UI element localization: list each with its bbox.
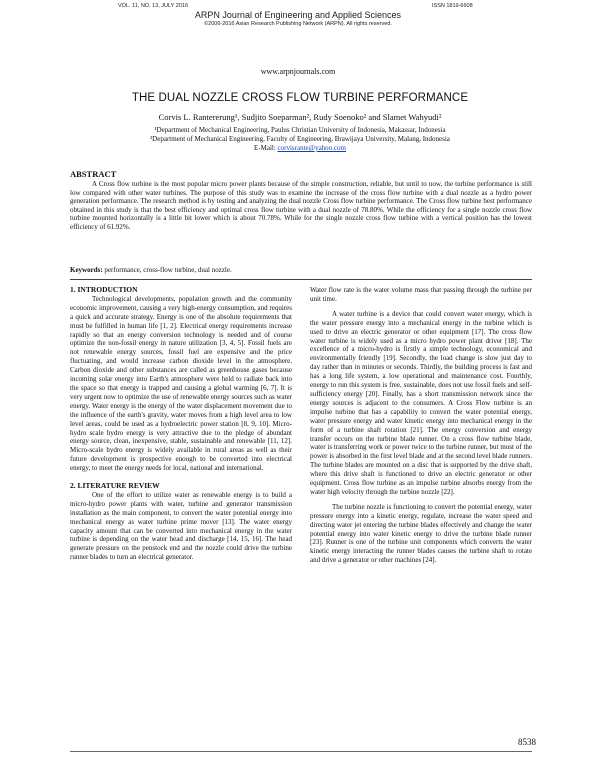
volume-info: VOL. 11, NO. 13, JULY 2016: [118, 3, 189, 9]
affiliation-2: ²Department of Mechanical Engineering, Faculty of Engineering, Brawijaya University, Malang, Indonesia: [150, 135, 450, 143]
email-line: [60, 144, 540, 152]
copyright: ©2006-2016 Asian Research Publishing Network (ARPN). All rights reserved.: [204, 21, 392, 27]
right-paragraph-2: A water turbine is a device that could convert water energy, which is the water pressure energy into a mechanical energy in the turbine which is used to drive an electric generator or other equipment [17]. The cross flow water turbine is widely used as a micro hydro power plant driver [18]. The excellence of a micro-hydro is firstly a simple technology, economical and environmentally friendly [19]. Secondly, the load change is slow just day to day rather than in minutes or seconds. Thirdly, the building process is fast and has a long life system, a low operational and maintenance cost. Fourthly, energy to run this system is free, sustainable, does not use fossil fuels and self-sufficiency energy [20]. Finally, has a short transmission network since the energy sources is adjacent to the consumers. A Cross Flow turbine is an impulse turbine that has a capability to convert the water potential energy, water pressure energy and water kinetic energy into mechanical energy in the form of a turbine shaft rotation [21]. The energy conversion and energy transfer occurs on the turbine blade runner. On a cross flow turbine blade, water is transferring work or power twice to the turbine runner, but most of the power is absorbed in the first level blade and at the second level blade runners. The turbine blades are mounted on a disc that is supported by the drive shaft, where this drive shaft is functioned to drive an electric generator or other equipment. Cross flow turbine as an impulse turbine absorbs energy from the water high velocity through the turbine nozzle [22].: [310, 309, 532, 496]
journal-name: ARPN Journal of Engineering and Applied Sciences: [194, 10, 402, 20]
literature-review-heading: 2. LITERATURE REVIEW: [70, 481, 160, 491]
keywords-text: performance, cross-flow turbine, dual nozzle.: [104, 266, 232, 274]
keywords: [70, 266, 532, 274]
left-column: [70, 286, 292, 562]
abstract-text: A Cross flow turbine is the most popular micro power plants because of the simple construction, reliable, but until to now, the turbine performance is still low compared with other water turbines. The purpose of this study was to examine the increase of the cross flow turbine with a dual nozzle as a hydro power generation performance. The research method is by testing and analyzing the dual nozzle Cross flow turbine performance. The Cross flow turbine best performance obtained in this study is that the best efficiency and optimal cross flow turbine with a dual nozzle of 78.80%. While the efficiency for a single nozzle cross flow turbine mounted horizontally is a little bit lower which is about 70.78%. While for the single nozzle cross flow turbine with a vertical position has the lowest efficiency of 61.92%.: [70, 180, 532, 231]
paper-title: THE DUAL NOZZLE CROSS FLOW TURBINE PERFORMANCE: [131, 92, 469, 104]
right-paragraph-3: The turbine nozzle is functioning to convert the potential energy, water pressure energy into a kinetic energy, regulate, increase the water speed and directing water jet entering the turbine blades effectively and change the water potential energy into water kinetic energy to drive the turbine blade runner [23]. Runner is one of the turbine unit components which converts the water kinetic energy interacting the runner blades causes the turbine shaft to rotate and drive a generator or other machines [24].: [310, 502, 532, 565]
introduction-text: Technological developments, population growth and the community economic improvement, causing a very high-energy consumption, and requires a quick and accurate strategy. Energy is one of the absolute requirements that must be fulfilled in human life [1, 2]. Electrical energy requirements increase rapidly so that an energy conversion technology is needed and of course optimize the non-fossil energy in nature utilization [3, 4, 5]. Fossil fuels are not renewable energy sources, fossil fuel are expensive and the price fluctuating, and would increase carbon dioxide level in the atmosphere. Carbon dioxide and other substances are called as greenhouse gases because incoming solar energy into Earth's atmosphere were held to radiate back into the space so that energy is trapped and causing a global warming [6, 7]. It is very urgent now to optimize the use of renewable energy sources such as water energy. Water energy is the energy of the water displacement movement due to the influence of the earth's gravity, water moves from a high level area to low level areas, could be used as a hydroelectric power station [8, 9, 10]. Micro-hydro scale hydro energy is very attractive due to the pledge of abundant energy source, clean, inexpensive, stable, sustainable and renewable [11, 12]. Micro-scale hydro energy is widely available in rural areas as well as their future development is prospective enough to be converted into electrical energy, to meet the energy needs for local, national and international.: [70, 294, 292, 473]
email-link[interactable]: corvisrante@yahoo.com: [277, 144, 346, 152]
footer-rule: [70, 751, 532, 752]
page-number: 8538: [518, 737, 536, 747]
right-column: [310, 286, 532, 565]
authors: Corvis L. Rantererung¹, Sudjito Soeparman², Rudy Soenoko² and Slamet Wahyudi²: [158, 112, 442, 122]
introduction-heading: 1. INTRODUCTION: [70, 285, 138, 294]
keywords-label: Keywords:: [70, 266, 103, 274]
right-paragraph-1: Water flow rate is the water volume mass that passing through the turbine per unit time.: [310, 286, 532, 303]
journal-website[interactable]: www.arpnjournals.com: [260, 67, 336, 76]
abstract-divider: [70, 279, 532, 280]
email-label: E-Mail:: [254, 144, 276, 152]
literature-review-text: One of the effort to utilize water as renewable energy is to build a micro-hydro power plants with water, turbine and generator transmission installation as the main component, to convert the water potential energy into mechanical energy as water turbine prime mover [13]. The water energy capacity amount that can be converted into mechanical energy in the water turbine is depending on the water head and discharge [14, 15, 16]. The head generate pressure on the penstock end and the nozzle could drive the turbine runner blades to turn an electrical generator.: [70, 490, 292, 562]
affiliation-1: ¹Department of Mechanical Engineering, Paulus Christian University of Indonesia, Makassar, Indonesia: [154, 126, 446, 134]
issn: ISSN 1819-6608: [432, 3, 473, 9]
abstract-heading: ABSTRACT: [70, 169, 117, 179]
